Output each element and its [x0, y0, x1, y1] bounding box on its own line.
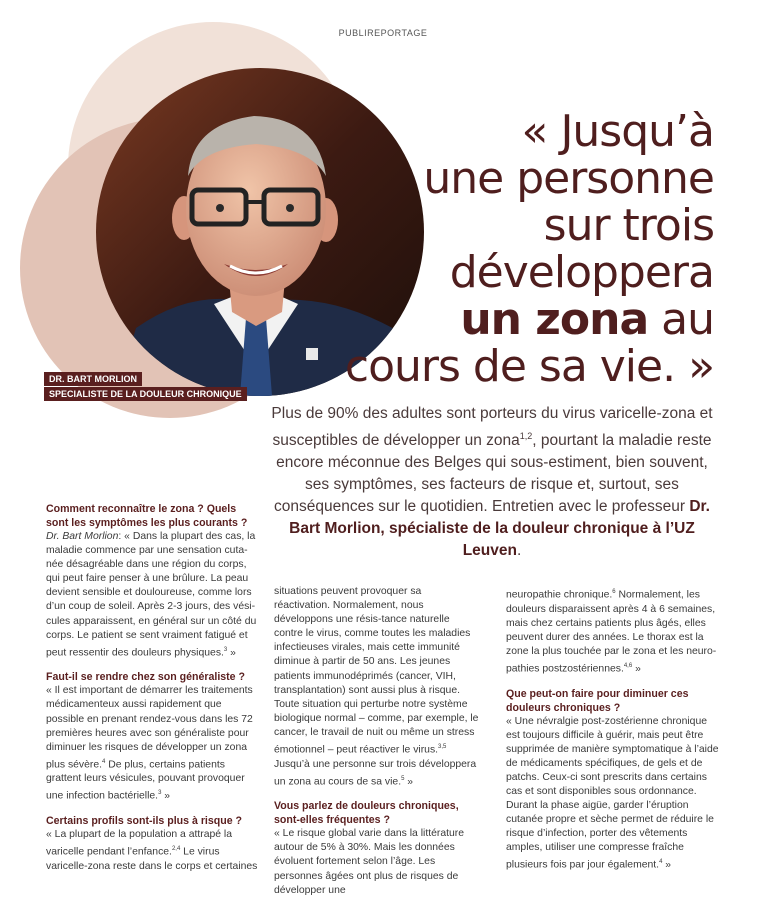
quote-line-3: sur trois	[543, 200, 714, 251]
question-heading: Certains profils sont-ils plus à risque ?	[46, 815, 243, 827]
answer-paragraph: « Il est important de démarrer les traitements médicamenteux aussi rapidement que possible en prenant rendez-vous dans les 72 premières heures avec son généraliste pour diminuer les risques de développer un zona plus sévère.$^4$ De plus, certains patients grattent leurs vésicules, pouvant provoquer une infection bactérielle.$^3$ »	[46, 685, 253, 802]
quote-line-4: développera	[449, 247, 714, 298]
answer-paragraph: « Le risque global varie dans la littérature autour de 5% à 30%. Mais les données évoluent fortement selon l’âge. Les personnes âgées ont plus de risques de développer une	[274, 828, 465, 896]
answer-paragraph: situations peuvent provoquer sa réactivation. Normalement, nous développons une résis-tance naturelle contre le virus, comme toutes les maladies infectieuses virales, mais cette immunité diminue à partir de 50 ans. Les jeunes patients immunodéprimés (cancer, VIH, transplantation) sont aussi plus à risque. Toute situation qui perturbe notre système biologique normal – comme, par exemple, le cancer, le travail de nuit ou même un stress émotionnel – peut réactiver le virus.$^{3,5}$ Jusqu’à une personne sur trois développera un zona au cours de sa vie.$^5$ »	[274, 586, 479, 788]
answer-paragraph: neuropathie chronique.$^6$ Normalement, les douleurs disparaissent après 4 à 6 semaines, mais chez certains patients plus âgés, elles peuvent durer des années. Le thorax est la zone la plus touchée par le zona et les neuro-pathies postzostériennes.$^{4,6}$ »	[506, 589, 717, 675]
question-heading: Comment reconnaître le zona ? Quels sont les symptômes les plus courants ?	[46, 503, 248, 529]
answer-paragraph: « Une névralgie post-zostérienne chronique est toujours difficile à guérir, mais peut être supprimée de manière symptomatique à l’aide de médicaments spécifiques, de gels et de patchs. Ceux-ci sont prescrits dans certains cas et sont disponibles sous ordonnance. Durant la phase aigüe, garder l’éruption cutanée propre et sèche permet de réduire le risque d’infection, porter des vêtements amples, utiliser une compresse fraîche plusieurs fois par jour également.$^4$ »	[506, 715, 719, 871]
question-heading: Vous parlez de douleurs chroniques, sont-elles fréquentes ?	[274, 800, 459, 827]
article-column-2	[274, 585, 480, 898]
answer-paragraph: « La plupart de la population a attrapé la varicelle pendant l’enfance.$^{2,4}$ Le virus varicelle-zona reste dans le corps et certaines	[46, 829, 258, 872]
photo-credit-role: SPECIALISTE DE LA DOULEUR CHRONIQUE	[44, 382, 247, 401]
pull-quote	[345, 108, 714, 390]
article-column-1	[46, 502, 260, 874]
quote-line-6: cours de sa vie. »	[344, 341, 714, 392]
answer-paragraph: Dr. Bart Morlion: « Dans la plupart des cas, la maladie commence par une sensation cuta-née désagréable dans une région du corps, qui peut faire penser à une brûlure. La peau devient sensible et douloureuse, comme lors d’un coup de soleil. Après 2-3 jours, des vési-cules apparaissent, en général sur un côté du corps. Le patient se sent vraiment fatigué et peut ressentir des douleurs physiques.$^3$ »	[46, 531, 257, 659]
question-heading: Que peut-on faire pour diminuer ces douleurs chroniques ?	[506, 687, 689, 714]
quote-emphasis: un zona	[460, 294, 649, 345]
quote-line-5: un zona au	[460, 294, 714, 345]
article-column-3	[506, 585, 722, 873]
quote-line-2: une personne	[423, 153, 714, 204]
publireportage-label: PUBLIREPORTAGE	[338, 28, 428, 38]
intro-paragraph: Plus de 90% des adultes sont porteurs du virus varicelle-zona et susceptibles de développer un zona$^{1,2}$, pourtant la maladie reste encore méconnue des Belges qui sous-estiment, bien souvent, ses symptômes, ses facteurs de risque et, surtout, ses conséquences sur le quotidien. Entretien avec le professeur Dr. Bart Morlion, spécialiste de la douleur chronique à l’UZ Leuven.	[271, 405, 713, 560]
intro-interviewee: Dr. Bart Morlion, spécialiste de la douleur chronique à l’UZ Leuven	[289, 498, 710, 560]
question-heading: Faut-il se rendre chez son généraliste ?	[46, 671, 245, 684]
quote-line-1: « Jusqu’à	[521, 106, 714, 157]
photo-credit-name: DR. BART MORLION	[44, 367, 142, 386]
